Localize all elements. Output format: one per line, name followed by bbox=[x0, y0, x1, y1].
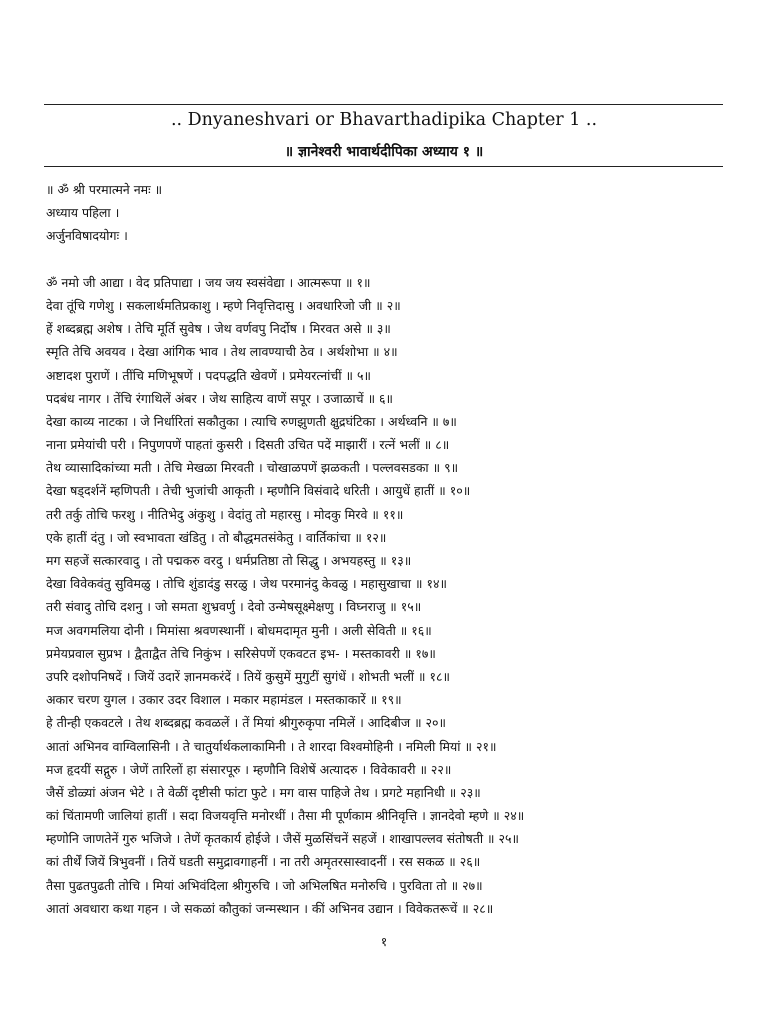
verse-line: प्रमेयप्रवाल सुप्रभ । द्वैताद्वैत तेचि निकुंभ । सरिसेपणें एकवटत इभ- । मस्तकावरी ॥ १७॥ bbox=[46, 645, 436, 661]
verse-line: आतां अवधारा कथा गहन । जे सकळां कौतुकां जन्मस्थान । कीं अभिनव उद्यान । विवेकतरूचें ॥ २८॥ bbox=[46, 900, 494, 916]
chapter-heading: अध्याय पहिला । bbox=[46, 205, 120, 221]
verse-line: उपरि दशोपनिषदें । जियें उदारें ज्ञानमकरंदें । तियें कुसुमें मुगुटीं सुगंधें । शोभती भलीं ॥ १८॥ bbox=[46, 668, 450, 684]
verse-line: अकार चरण युगल । उकार उदर विशाल । मकार महामंडल । मस्तकाकारें ॥ १९॥ bbox=[46, 692, 402, 708]
verse-line: जैसें डोळ्यां अंजन भेटे । ते वेळीं दृष्टीसी फांटा फुटे । मग वास पाहिजे तेथ । प्रगटे महानिधी ॥ २३॥ bbox=[46, 784, 481, 800]
verse-line: अष्टादश पुराणें । तींचि मणिभूषणें । पदपद्धति खेवणें । प्रमेयरत्नांचीं ॥ ५॥ bbox=[46, 367, 371, 383]
verse-line: देवा तूंचि गणेशु । सकलार्थमतिप्रकाशु । म्हणे निवृत्तिदासु । अवधारिजो जी ॥ २॥ bbox=[46, 297, 401, 313]
page-title-english: .. Dnyaneshvari or Bhavarthadipika Chapter 1 .. bbox=[170, 110, 598, 130]
header-bottom-rule bbox=[44, 166, 723, 167]
page-number: १ bbox=[380, 934, 388, 949]
verse-line: तैसा पुढतपुढती तोचि । मियां अभिवंदिला श्रीगुरुचि । जो अभिलषित मनोरुचि । पुरविता तो ॥ २७॥ bbox=[46, 877, 483, 893]
verse-line: स्मृति तेचि अवयव । देखा आंगिक भाव । तेथ लावण्याची ठेव । अर्थशोभा ॥ ४॥ bbox=[46, 344, 398, 360]
verse-line: कां तीर्थें जियें त्रिभुवनीं । तियें घडती समुद्रावगाहनीं । ना तरी अमृतरसास्वादनीं । रस सकळ ॥ २६॥ bbox=[46, 854, 481, 870]
verse-line: देखा काव्य नाटका । जे निर्धारितां सकौतुका । त्याचि रुणझुणती क्षुद्रघंटिका । अर्थध्वनि ॥ ७॥ bbox=[46, 413, 457, 429]
header-top-rule bbox=[44, 104, 723, 105]
verse-line: ॐ नमो जी आद्या । वेद प्रतिपाद्या । जय जय स्वसंवेद्या । आत्मरूपा ॥ १॥ bbox=[46, 274, 371, 290]
verse-line: हें शब्दब्रह्म अशेष । तेचि मूर्ति सुवेष । जेथ वर्णवपु निर्दोष । मिरवत असे ॥ ३॥ bbox=[46, 321, 391, 337]
page-title-marathi: ॥ ज्ञानेश्वरी भावार्थदीपिका अध्याय १ ॥ bbox=[284, 144, 484, 160]
document-body bbox=[46, 178, 726, 920]
verse-line: तरी संवादु तोचि दशनु । जो समता शुभ्रवर्णु । देवो उन्मेषसूक्ष्मेक्षणु । विघ्नराजु ॥ १५॥ bbox=[46, 599, 422, 615]
verse-line: कां चिंतामणी जालियां हातीं । सदा विजयवृत्ति मनोरथीं । तैसा मी पूर्णकाम श्रीनिवृत्ति । ज्ञानदेवो म्हणे ॥ २४॥ bbox=[46, 808, 525, 824]
verse-line: तेथ व्यासादिकांच्या मती । तेचि मेखळा मिरवती । चोखाळपणें झळकती । पल्लवसडका ॥ ९॥ bbox=[46, 460, 459, 476]
verse-line: आतां अभिनव वाग्विलासिनी । ते चातुर्यार्थकलाकामिनी । ते शारदा विश्वमोहिनी । नमिली मियां ॥ २१॥ bbox=[46, 738, 497, 754]
section-spacer bbox=[46, 248, 726, 271]
verse-line: हे तीन्ही एकवटले । तेथ शब्दब्रह्म कवळलें । तें मियां श्रीगुरुकृपा नमिलें । आदिबीज ॥ २०॥ bbox=[46, 715, 447, 731]
verse-line: नाना प्रमेयांची परी । निपुणपणें पाहतां कुसरी । दिसती उचित पदें माझारीं । रत्नें भलीं ॥ ८॥ bbox=[46, 437, 450, 453]
verse-line: देखा षड्दर्शनें म्हणिपती । तेची भुजांची आकृती । म्हणौनि विसंवादे धरिती । आयुधें हातीं ॥ १०॥ bbox=[46, 483, 471, 499]
verse-line: देखा विवेकवंतु सुविमळु । तोचि शुंडादंडु सरळु । जेथ परमानंदु केवळु । महासुखाचा ॥ १४॥ bbox=[46, 576, 447, 592]
verse-line: म्हणोनि जाणतेनें गुरु भजिजे । तेणें कृतकार्य होईजे । जैसें मुळसिंचनें सहजें । शाखापल्लव संतोषती ॥ २५॥ bbox=[46, 831, 519, 847]
verse-line: मग सहजें सत्कारवादु । तो पद्मकरु वरदु । धर्मप्रतिष्ठा तो सिद्धु । अभयहस्तु ॥ १३॥ bbox=[46, 553, 412, 568]
verse-line: एके हातीं दंतु । जो स्वभावता खंडितु । तो बौद्धमतसंकेतु । वार्तिकांचा ॥ १२॥ bbox=[46, 529, 387, 545]
chapter-subtitle: अर्जुनविषादयोगः । bbox=[46, 228, 128, 244]
verse-line: तरी तर्कु तोचि फरशु । नीतिभेदु अंकुशु । वेदांतु तो महारसु । मोदकु मिरवे ॥ ११॥ bbox=[46, 506, 404, 522]
verse-line: मज हृदयीं सद्गुरु । जेणें तारिलों हा संसारपूरु । म्हणौनि विशेषें अत्यादरु । विवेकावरी ॥ २२॥ bbox=[46, 761, 452, 777]
invocation-line: ॥ ॐ श्री परमात्मने नमः ॥ bbox=[46, 182, 163, 197]
verse-line: पदबंध नागर । तेंचि रंगाथिलें अंबर । जेथ साहित्य वाणें सपूर । उजाळाचें ॥ ६॥ bbox=[46, 390, 394, 406]
verse-line: मज अवगमलिया दोनी । मिमांसा श्रवणस्थानीं । बोधमदामृत मुनी । अली सेविती ॥ १६॥ bbox=[46, 622, 432, 638]
